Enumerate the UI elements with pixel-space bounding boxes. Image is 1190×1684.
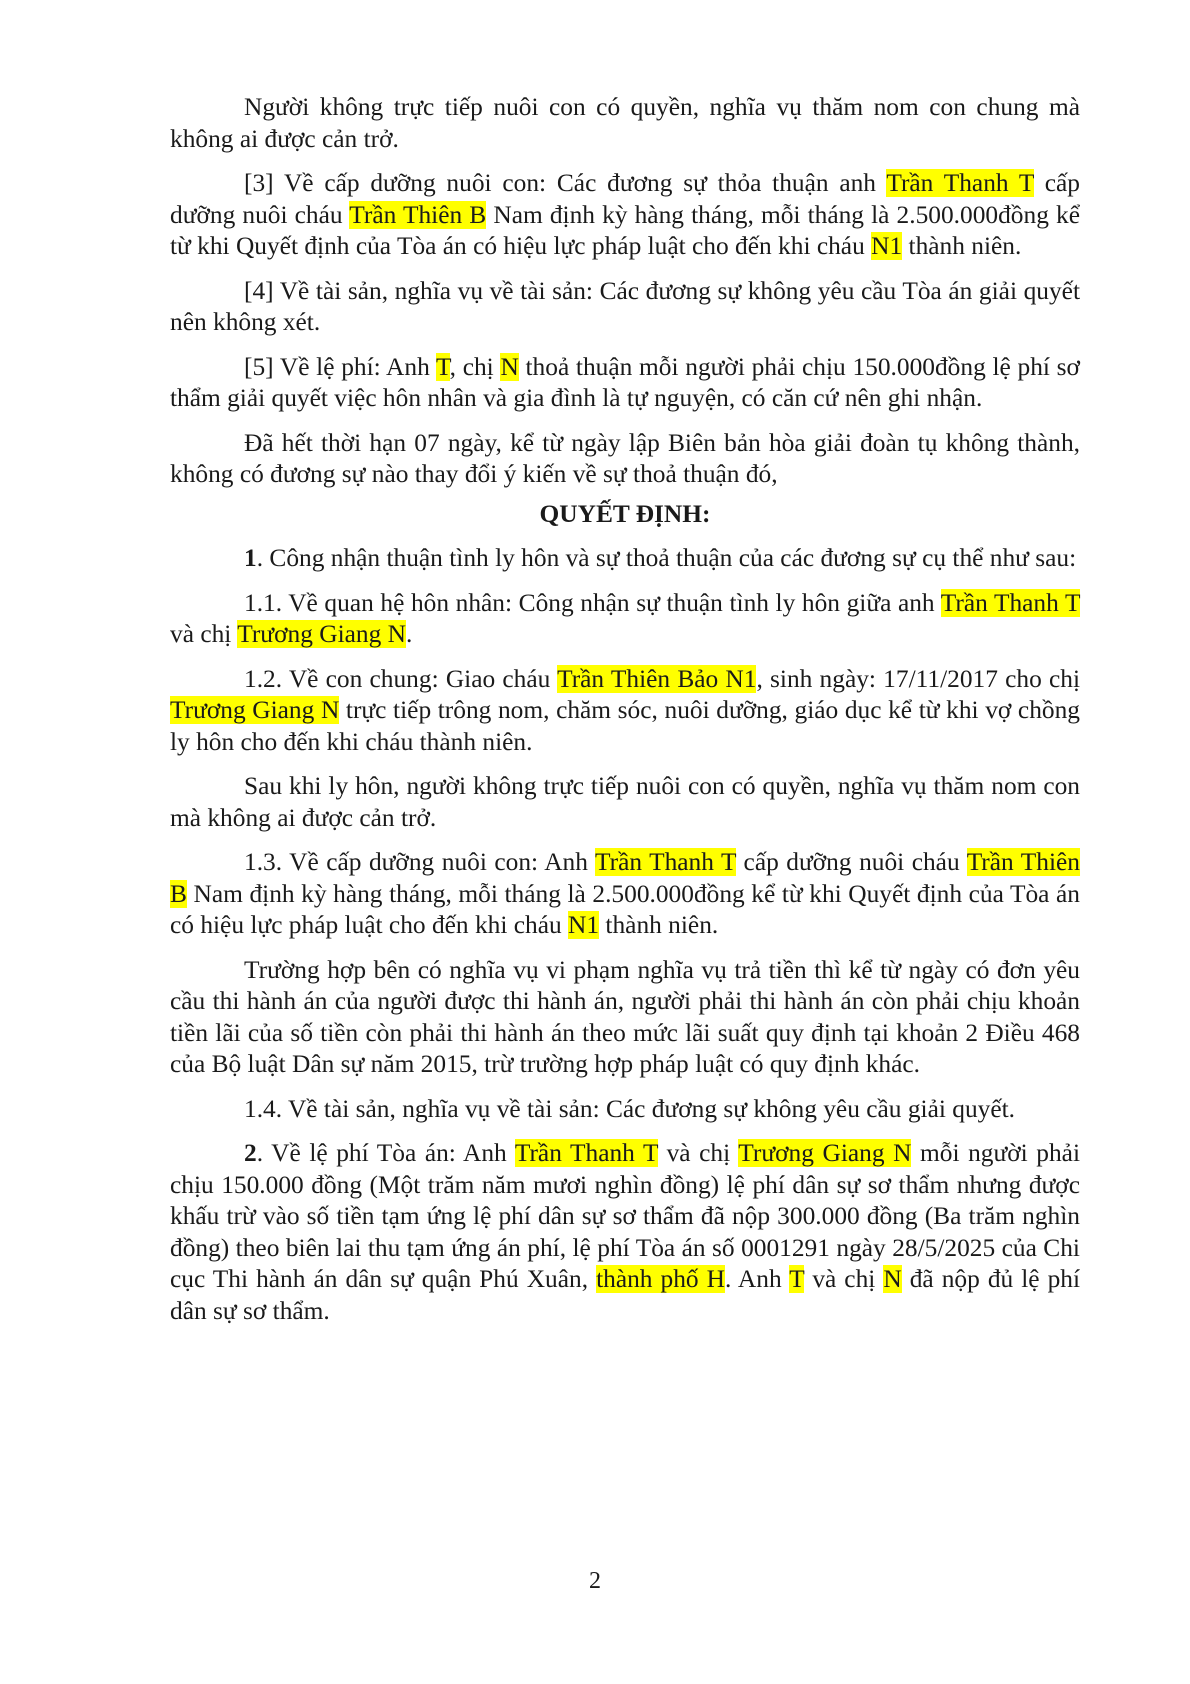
highlighted-name: Trương Giang N [738,1139,912,1167]
paragraph-decision-1-3: 1.3. Về cấp dưỡng nuôi con: Anh Trần Thanh T cấp dưỡng nuôi cháu Trần Thiên B Nam định kỳ hàng tháng, mỗi tháng là 2.500.000đồng kể từ khi Quyết định của Tòa án có hiệu lực pháp luật cho đến khi cháu N1 thành niên. [170,848,1080,939]
paragraph-decision-1-2: 1.2. Về con chung: Giao cháu Trần Thiên Bảo N1, sinh ngày: 17/11/2017 cho chị Trương Giang N trực tiếp trông nom, chăm sóc, nuôi dưỡng, giáo dục kể từ khi vợ chồng ly hôn cho đến khi cháu thành niên. [170,664,1081,756]
highlighted-name: T [436,352,450,381]
highlighted-name: Trần Thanh T [514,1139,659,1167]
paragraph-decision-1-4: 1.4. Về tài sản, nghĩa vụ về tài sản: Các đương sự không yêu cầu giải quyết. [244,1094,1016,1123]
highlighted-name: Trần Thanh T [595,848,737,876]
paragraph-after-divorce: Sau khi ly hôn, người không trực tiếp nuôi con có quyền, nghĩa vụ thăm nom con mà không ai được cản trở. [170,772,1080,832]
paragraph-assets: [4] Về tài sản, nghĩa vụ về tài sản: Các đương sự không yêu cầu Tòa án giải quyết nên không xét. [170,276,1080,336]
paragraph-decision-2: 2. Về lệ phí Tòa án: Anh Trần Thanh T và chị Trương Giang N mỗi người phải chịu 150.000 đồng (Một trăm năm mươi nghìn đồng) lệ phí dân sự sơ thẩm nhưng được khấu trừ vào số tiền tạm ứng lệ phí dân sự sơ thẩm đã nộp 300.000 đồng (Ba trăm nghìn đồng) theo biên lai thu tạm ứng án phí, lệ phí Tòa án số 0001291 ngày 28/5/2025 của Chi cục Thi hành án dân sự quận Phú Xuân, thành phố H. Anh T và chị N đã nộp đủ lệ phí dân sự sơ thẩm. [170,1139,1081,1325]
highlighted-name: N [883,1265,902,1293]
highlighted-name: Trương Giang N [170,696,340,724]
paragraph-fees-agreement: [5] Về lệ phí: Anh T, chị N thoả thuận mỗi người phải chịu 150.000đồng lệ phí sơ thẩm giải quyết việc hôn nhân và gia đình là tự nguyện, có căn cứ nên ghi nhận. [170,352,1080,412]
highlighted-name: N1 [871,232,903,260]
highlighted-name: Trần Thiên Bảo N1 [557,664,757,693]
page-number: 2 [589,1568,601,1594]
highlighted-name: N1 [568,911,600,939]
highlighted-name: T [789,1265,805,1293]
highlighted-name: Trần Thanh T [940,588,1080,617]
document-body [170,92,1080,1340]
paragraph-visitation-rights: Người không trực tiếp nuôi con có quyền, nghĩa vụ thăm nom con chung mà không ai được cản trở. [170,93,1080,153]
highlighted-name: Trần Thiên B [349,200,487,229]
paragraph-deadline: Đã hết thời hạn 07 ngày, kể từ ngày lập Biên bản hòa giải đoàn tụ không thành, không có đương sự nào thay đổi ý kiến về sự thoả thuận đó, [170,428,1080,488]
highlighted-name: Trần Thanh T [886,169,1034,197]
highlighted-name: Trần Thiên B [170,848,1080,908]
paragraph-decision-1: 1. Công nhận thuận tình ly hôn và sự thoả thuận của các đương sự cụ thể như sau: [244,544,1077,572]
paragraph-child-support-agreement: [3] Về cấp dưỡng nuôi con: Các đương sự thỏa thuận anh Trần Thanh T cấp dưỡng nuôi cháu Trần Thiên B Nam định kỳ hàng tháng, mỗi tháng là 2.500.000đồng kể từ khi Quyết định của Tòa án có hiệu lực pháp luật cho đến khi cháu N1 thành niên. [170,169,1080,260]
highlighted-name: N [500,352,519,381]
paragraph-decision-1-1: 1.1. Về quan hệ hôn nhân: Công nhận sự thuận tình ly hôn giữa anh Trần Thanh T và chị Trương Giang N. [170,588,1080,648]
paragraph-late-payment-interest: Trường hợp bên có nghĩa vụ vi phạm nghĩa vụ trả tiền thì kể từ ngày có đơn yêu cầu thi hành án của người được thi hành án, người phải thi hành án còn phải chịu khoản tiền lãi của số tiền còn phải thi hành án theo mức lãi suất quy định tại khoản 2 Điều 468 của Bộ luật Dân sự năm 2015, trừ trường hợp pháp luật có quy định khác. [170,955,1080,1078]
highlighted-name: Trương Giang N [237,620,406,648]
decision-heading: QUYẾT ĐỊNH: [539,499,711,528]
highlighted-name: thành phố H [596,1265,725,1293]
